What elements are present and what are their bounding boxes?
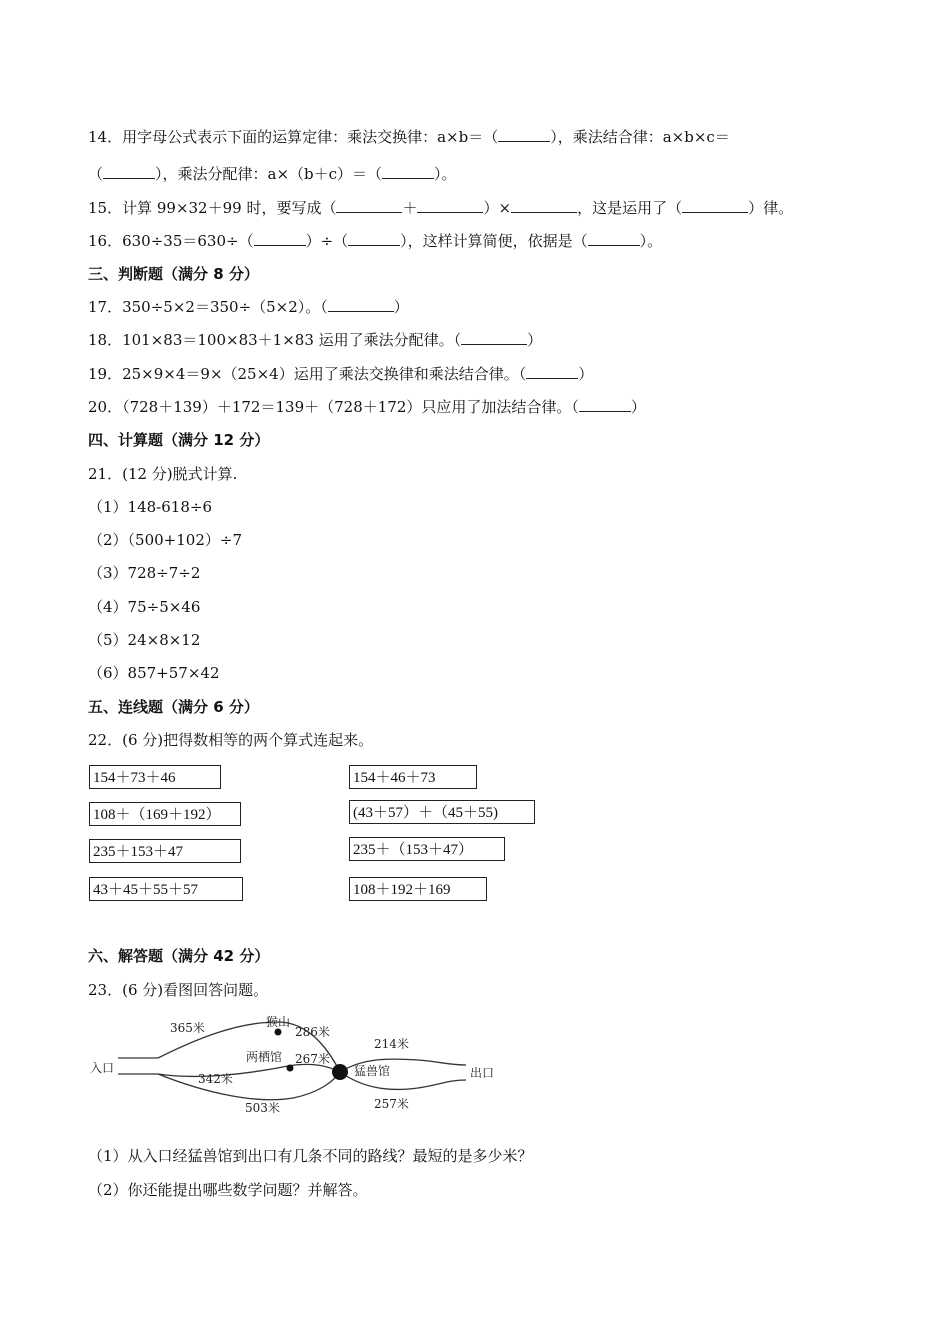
q23-sub1: （1）从入口经猛兽馆到出口有几条不同的路线？最短的是多少米？ <box>88 1147 533 1165</box>
distance-label: 257米 <box>374 1097 409 1111</box>
distance-label: 267米 <box>295 1052 330 1066</box>
match-left-box[interactable]: 235＋153＋47 <box>89 839 241 863</box>
distance-label: 365米 <box>170 1021 205 1035</box>
q21-item: （6）857+57×42 <box>88 664 220 682</box>
q21-title: 21．(12 分)脱式计算. <box>88 465 238 483</box>
monkey-hill-dot <box>275 1029 282 1036</box>
section-heading-matching: 五、连线题（满分 6 分） <box>88 698 259 716</box>
q14-line2: （ ），乘法分配律：a×（b＋c）＝（ ）。 <box>88 165 457 183</box>
answer-blank[interactable] <box>588 231 640 246</box>
q15: 15．计算 99×32＋99 时，要写成（ ＋ ）× ，这是运用了（ ）律。 <box>88 199 794 217</box>
answer-blank[interactable] <box>682 198 748 213</box>
answer-blank[interactable] <box>348 231 400 246</box>
distance-label: 214米 <box>374 1037 409 1051</box>
match-left-box[interactable]: 108＋（169＋192） <box>89 802 241 826</box>
answer-blank[interactable] <box>103 164 155 179</box>
q21-item: （2）（500+102）÷7 <box>88 531 242 549</box>
amphibian-hall-dot <box>287 1065 294 1072</box>
match-right-box[interactable]: 235＋（153＋47） <box>349 837 505 861</box>
q17: 17．350÷5×2＝350÷（5×2）。（ ） <box>88 298 409 316</box>
exit-label: 出口 <box>470 1066 495 1080</box>
section-heading-problems: 六、解答题（满分 42 分） <box>88 947 270 965</box>
section-heading-judgment: 三、判断题（满分 8 分） <box>88 265 259 283</box>
q16: 16．630÷35＝630÷（ ）÷（ ），这样计算简便，依据是（ ）。 <box>88 232 663 250</box>
answer-blank[interactable] <box>417 198 483 213</box>
entrance-label: 入口 <box>90 1061 115 1075</box>
answer-blank[interactable] <box>461 330 527 345</box>
q22-title: 22．(6 分)把得数相等的两个算式连起来。 <box>88 731 374 749</box>
amphibian-hall-label: 两栖馆 <box>246 1050 283 1064</box>
match-right-box[interactable]: 108＋192＋169 <box>349 877 487 901</box>
section-heading-calculation: 四、计算题（满分 12 分） <box>88 431 270 449</box>
match-right-box[interactable]: 154＋46＋73 <box>349 765 477 789</box>
q18: 18．101×83＝100×83＋1×83 运用了乘法分配律。（ ） <box>88 331 543 349</box>
monkey-hill-label: 猴山 <box>266 1015 291 1029</box>
distance-label: 342米 <box>198 1072 233 1086</box>
q21-item: （5）24×8×12 <box>88 631 201 649</box>
distance-label: 286米 <box>295 1025 330 1039</box>
q19: 19．25×9×4＝9×（25×4）运用了乘法交换律和乘法结合律。（ ） <box>88 365 594 383</box>
q21-item: （4）75÷5×46 <box>88 598 201 616</box>
beast-hall-label: 猛兽馆 <box>354 1064 391 1078</box>
zoo-route-map <box>88 1008 518 1118</box>
distance-label: 503米 <box>245 1101 280 1115</box>
q21-item: （3）728÷7÷2 <box>88 564 201 582</box>
match-left-box[interactable]: 43＋45＋55＋57 <box>89 877 243 901</box>
answer-blank[interactable] <box>498 127 550 142</box>
answer-blank[interactable] <box>511 198 577 213</box>
match-right-box[interactable]: (43＋57）＋（45＋55) <box>349 800 535 824</box>
q23-sub2: （2）你还能提出哪些数学问题？并解答。 <box>88 1181 368 1199</box>
q21-item: （1）148-618÷6 <box>88 498 212 516</box>
answer-blank[interactable] <box>336 198 402 213</box>
answer-blank[interactable] <box>254 231 306 246</box>
beast-hall-dot <box>332 1064 348 1080</box>
match-left-box[interactable]: 154＋73＋46 <box>89 765 221 789</box>
answer-blank[interactable] <box>579 397 631 412</box>
answer-blank[interactable] <box>382 164 434 179</box>
answer-blank[interactable] <box>526 364 578 379</box>
q20: 20．（728＋139）＋172＝139＋（728＋172）只应用了加法结合律。（ ） <box>88 398 646 416</box>
q23-title: 23．(6 分)看图回答问题。 <box>88 981 269 999</box>
q14-line1: 14．用字母公式表示下面的运算定律：乘法交换律：a×b＝（ ），乘法结合律：a×b×c＝ <box>88 128 730 146</box>
answer-blank[interactable] <box>328 297 394 312</box>
